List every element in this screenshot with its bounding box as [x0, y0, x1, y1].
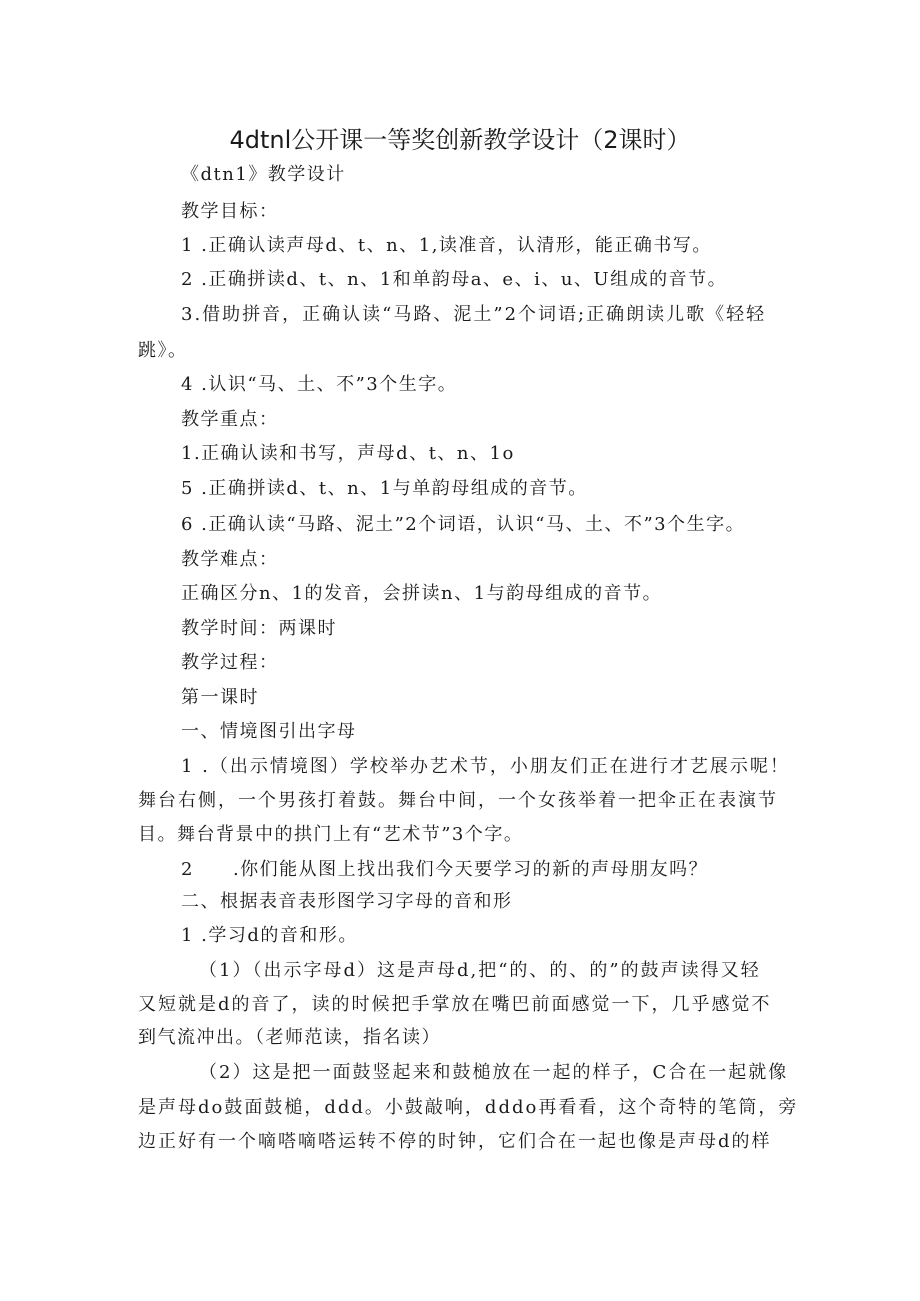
section-heading: 二、根据表音表形图学习字母的音和形	[181, 891, 513, 912]
paragraph-line: 目。舞台背景中的拱门上有“艺术节”3个字。	[138, 824, 524, 845]
paragraph-line: 正确区分n、1的发音，会拼读n、1与韵母组成的音节。	[181, 583, 663, 604]
section-heading: 教学重点：	[181, 409, 279, 430]
paragraph-line: 3.借助拼音，正确认读“马路、泥土”2个词语;正确朗读儿歌《轻轻	[181, 304, 767, 325]
paragraph-line: 2 .正确拼读d、t、n、1和单韵母a、e、i、u、U组成的音节。	[181, 269, 728, 290]
paragraph-line: 舞台右侧，一个男孩打着鼓。舞台中间，一个女孩举着一把伞正在表演节	[138, 790, 778, 811]
paragraph-line: 6 .正确认读“马路、泥土”2个词语，认识“马、土、不”3个生字。	[181, 514, 746, 535]
paragraph-line: 边正好有一个嘀嗒嘀嗒运转不停的时钟，它们合在一起也像是声母d的样	[138, 1131, 772, 1152]
section-heading: 第一课时	[181, 687, 259, 708]
section-heading: 一、情境图引出字母	[181, 721, 357, 742]
paragraph-line: 到气流冲出。（老师范读，指名读）	[138, 1027, 441, 1048]
subtitle: 《dtn1》教学设计	[181, 164, 346, 185]
section-heading: 教学过程：	[181, 652, 279, 673]
paragraph-line: 2 .你们能从图上找出我们今天要学习的新的声母朋友吗？	[181, 859, 709, 880]
paragraph-line: 跳》。	[138, 340, 188, 361]
paragraph-line: 1.正确认读和书写，声母d、t、n、1o	[181, 443, 515, 464]
document-title: 4dtnl公开课一等奖创新教学设计（2课时）	[229, 126, 691, 154]
paragraph-line: 又短就是d的音了，读的时候把手掌放在嘴巴前面感觉一下，几乎感觉不	[138, 994, 772, 1015]
paragraph-line: （2）这是把一面鼓竖起来和鼓槌放在一起的样子，C合在一起就像	[199, 1062, 789, 1083]
paragraph-line: （1）（出示字母d）这是声母d,把“的、的、的”的鼓声读得又轻	[199, 960, 761, 981]
paragraph-line: 4 .认识“马、土、不”3个生字。	[181, 374, 458, 395]
section-heading: 教学难点：	[181, 549, 279, 570]
paragraph-line: 5 .正确拼读d、t、n、1与单韵母组成的音节。	[181, 478, 588, 499]
paragraph-line: 教学时间：两课时	[181, 618, 337, 639]
section-heading: 教学目标：	[181, 201, 279, 222]
paragraph-line: 1 .学习d的音和形。	[181, 925, 358, 946]
paragraph-line: 是声母do鼓面鼓槌，ddd。小鼓敲响，dddo再看看，这个奇特的笔筒，旁	[138, 1097, 799, 1118]
paragraph-line: 1 .正确认读声母d、t、n、1,读准音，认清形，能正确书写。	[181, 235, 712, 256]
paragraph-line: 1 .（出示情境图）学校举办艺术节，小朋友们正在进行才艺展示呢！	[181, 756, 790, 777]
